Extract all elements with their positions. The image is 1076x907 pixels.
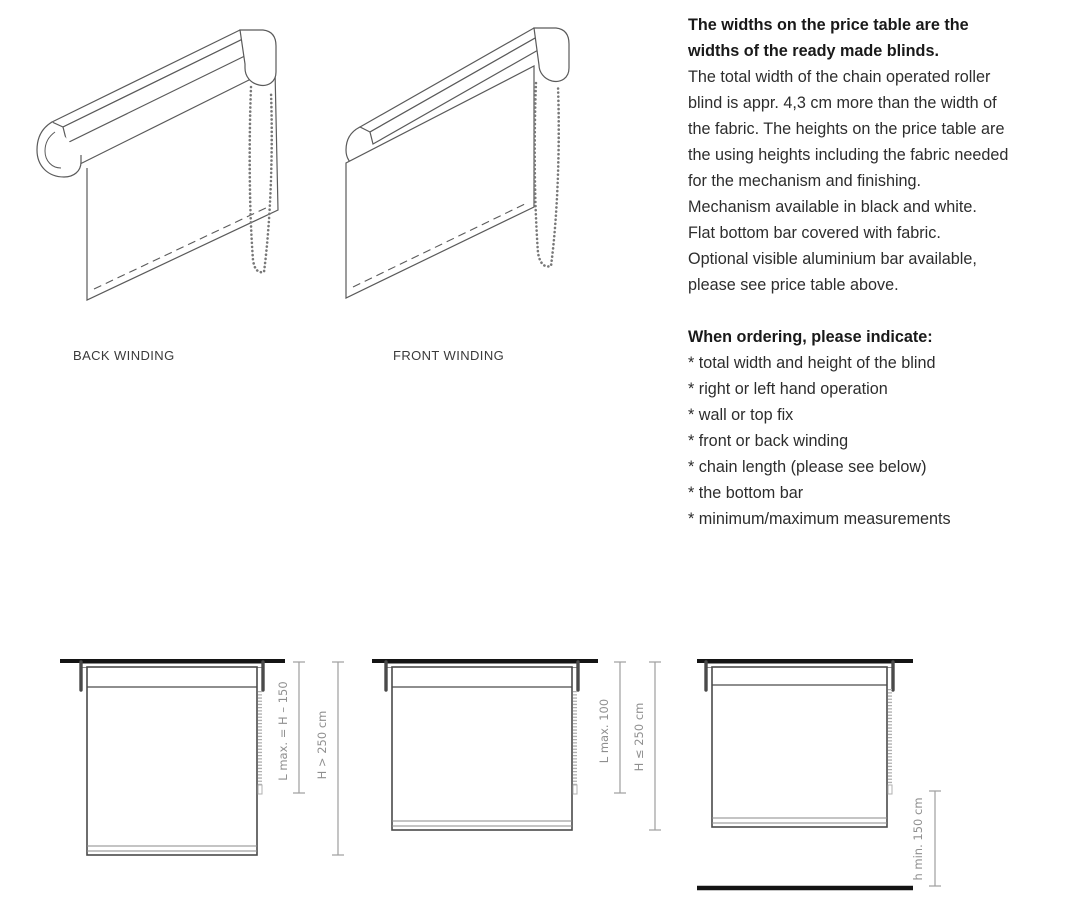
info-body-line: The total width of the chain operated roller — [688, 68, 991, 86]
blind-outline — [87, 667, 257, 855]
spacer — [688, 298, 1068, 324]
ordering-item: * front or back winding — [688, 432, 849, 450]
ordering-item: * total width and height of the blind — [688, 354, 936, 372]
info-body-line: the using heights including the fabric needed — [688, 146, 1009, 164]
dimension-total-height — [649, 662, 661, 830]
dimension-chain-label: L max. 100 — [597, 698, 611, 764]
dimension-floor-clearance — [929, 791, 941, 886]
dimension-height-label: H ≤ 250 cm — [632, 702, 646, 772]
chain-end — [888, 785, 892, 794]
front-winding-label: FRONT WINDING — [393, 348, 505, 363]
info-heading-line: widths of the ready made blinds. — [688, 42, 939, 60]
ordering-item: * chain length (please see below) — [688, 458, 927, 476]
chain-end — [573, 785, 577, 794]
info-panel — [688, 12, 1068, 532]
dimension-chain-label: L max. = H – 150 — [276, 681, 290, 781]
info-body-line: blind is appr. 4,3 cm more than the width of — [688, 94, 997, 112]
back-winding-drawing — [30, 8, 330, 338]
dimension-height-label: H > 250 cm — [315, 710, 329, 780]
measure-diagram-standard — [360, 645, 672, 903]
measure-diagram-floor — [685, 645, 965, 907]
right-end-cap — [240, 30, 276, 85]
front-winding-drawing — [330, 8, 640, 338]
info-body-line: Flat bottom bar covered with fabric. — [688, 224, 941, 242]
blind-outline — [712, 667, 887, 827]
chain-end — [258, 785, 262, 794]
ordering-heading: When ordering, please indicate: — [688, 328, 933, 346]
dimension-chain-length — [614, 662, 626, 793]
blind-outline — [392, 667, 572, 830]
dimension-chain-length — [293, 662, 305, 793]
ordering-item: * right or left hand operation — [688, 380, 888, 398]
measure-diagram-tall — [40, 645, 352, 903]
ordering-item: * minimum/maximum measurements — [688, 510, 951, 528]
info-body-line: the fabric. The heights on the price table are — [688, 120, 1005, 138]
ordering-item: * wall or top fix — [688, 406, 794, 424]
right-end-cap — [534, 28, 569, 81]
info-body-line: for the mechanism and finishing. — [688, 172, 922, 190]
ordering-item: * the bottom bar — [688, 484, 804, 502]
info-heading-line: The widths on the price table are the — [688, 16, 969, 34]
info-body-line: Optional visible aluminium bar available, — [688, 250, 977, 268]
back-winding-label: BACK WINDING — [73, 348, 175, 363]
dimension-total-height — [332, 662, 344, 855]
bead-chain — [535, 83, 559, 266]
dimension-floor-label: h min. 150 cm — [911, 797, 925, 881]
info-body-line: please see price table above. — [688, 276, 899, 294]
info-body-line: Mechanism available in black and white. — [688, 198, 977, 216]
